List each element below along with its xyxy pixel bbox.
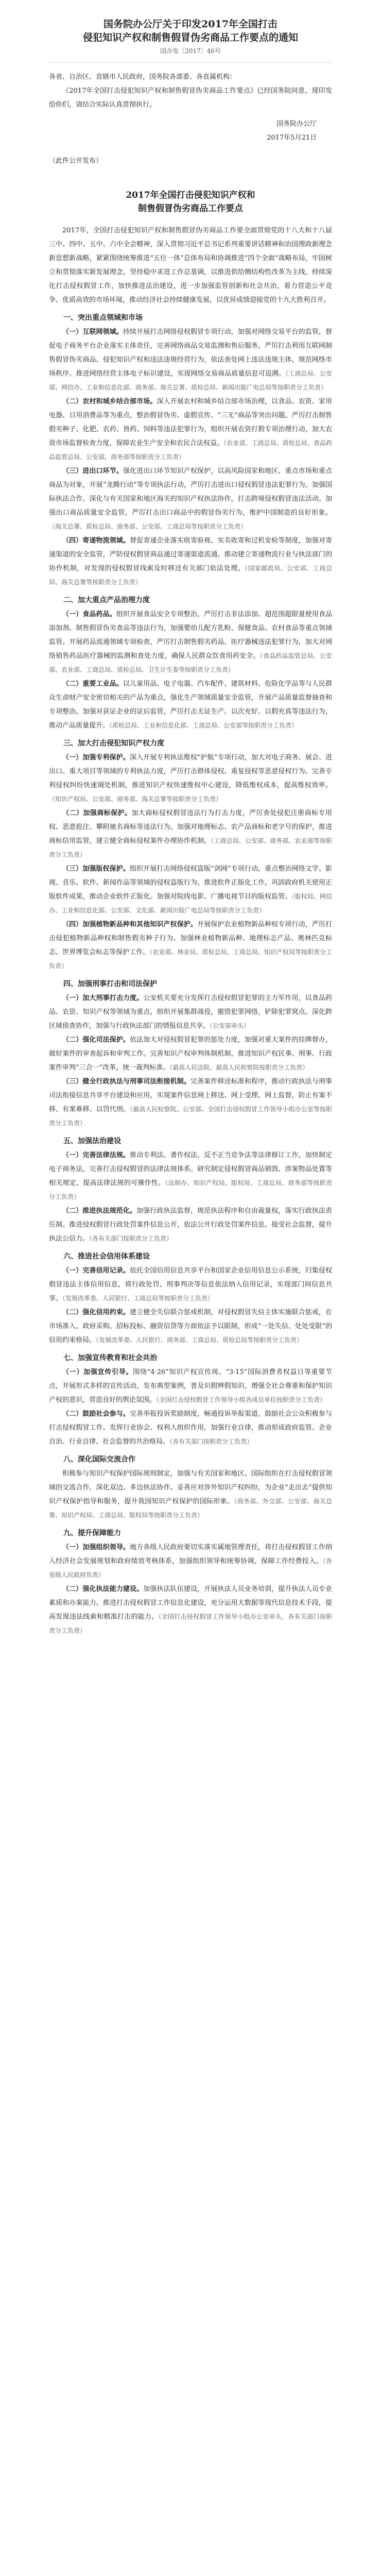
attachment-intro bbox=[49, 224, 332, 307]
paragraph-text: 开展保护农业植物新品种权专项行动，严厉打击侵犯植物新品种权和制售假劣种子行为。加强林业植物新品种、地理标志产品、奥林匹克标志、世界博览会标志等保护工作。 bbox=[49, 921, 332, 956]
paragraph-text: 加大商标侵权假冒违法行为打击力度，严厉查处侵犯注册商标专用权、恶意抢注、攀附驰名商标等违法行为。加强对地理标志、农产品商标和老字号的保护，推进商标信用监管，建立健全商标侵权案件办理协作机制。 bbox=[49, 809, 332, 845]
paragraph-text: 围绕“4·26”知识产权宣传周、“3·15”国际消费者权益日等重要节点，开展形式多样的宣传活动，发布典型案例，普及识假辨假知识，增强全社会尊重和保护知识产权的意识，营造良好的舆论氛围。 bbox=[49, 1368, 332, 1404]
signature-date: 2017年5月21日 bbox=[267, 134, 317, 142]
paragraph-text: 推动专利法、著作权法、反不正当竞争法等法律修订工作，加快制定电子商务法，完善打击侵权假冒的法律法规体系。研究制定侵权假冒商品销毁、涉案物品处置等相关规定，提高法律法规的可操作性。 bbox=[49, 1151, 332, 1187]
paragraph-lead: （一）加强组织领导。 bbox=[62, 1544, 130, 1551]
section-paragraph bbox=[49, 1306, 332, 1347]
responsible-departments: （各有关部门按职责分工负责） bbox=[169, 1438, 253, 1445]
responsible-departments: （工商总局、公安部、网信办、工业和信息化部、商务部、海关总署、质检总局、新闻出版广电总局等按职责分工负责） bbox=[49, 370, 332, 391]
section-heading: 七、加强宣传教育和社会共治 bbox=[63, 1354, 157, 1362]
responsible-departments: （版权局、网信办、工业和信息化部、公安部、文化部、新闻出版广电总局等按职责分工负责） bbox=[49, 893, 332, 914]
paragraph-text: 深入开展专利执法维权“护航”专项行动，加大对电子商务、展会、进出口、重大项目等领域的专利执法力度，严厉打击群体侵权、重复侵权等恶意侵权行为。完善专利侵权纠纷快速调处机制，推进知识产权快速维权中心建设，降低维权成本，提高维权效率。 bbox=[49, 754, 332, 789]
section-paragraph bbox=[49, 534, 332, 589]
section-paragraph bbox=[49, 918, 332, 973]
paragraph-text: 公安机关要充分发挥打击侵权假冒犯罪的主力军作用，以食品药品、农资、知识产权等领域为重点，组织开展集群战役，摧毁犯罪网络，铲除犯罪窝点。深化跨区域侦查协作，加强与行政执法部门的情报信息共享。 bbox=[49, 994, 332, 1030]
responsible-departments: （各有关部门按职责分工负责） bbox=[89, 1235, 173, 1242]
paragraph-text: 以儿童用品、电子电器、汽车配件、建筑材料、危险化学品等与人民群众生命财产安全密切相关的产品为重点，强化生产领域质量安全监管，开展产品质量监督抽查和专项整治。加强对获证企业的证后监管，严厉打击无证生产、以次充好、以假充真等违法行为，推动产品质量提升。 bbox=[49, 680, 332, 730]
section bbox=[49, 1250, 332, 1347]
paragraph-text: 组织开展食品安全专项整治，严厉打击非法添加、超范围超限量使用食品添加剂、制售假冒伪劣食品等违法行为，加强婴幼儿配方乳粉、保健食品、农村食品等重点领域监管。开展药品流通领域专项检查，严厉打击制售假劣药品、医疗器械违法犯罪行为，加大对网络销售药品医疗器械的监测和查处力度，确保人民群众饮食用药安全。 bbox=[49, 611, 332, 660]
section-paragraph bbox=[49, 806, 332, 862]
paragraph-lead: （三）健全行政执法与刑事司法衔接机制。 bbox=[62, 1078, 190, 1086]
public-release-note: （此件公开发布） bbox=[49, 157, 103, 165]
responsible-departments: （农业部、工商总局、质检总局、食品药品监管总局、公安部、商务部等按职责分工负责） bbox=[49, 439, 332, 461]
section-paragraph bbox=[49, 1033, 332, 1075]
responsible-departments: （商务部、外交部、公安部、海关总署、知识产权局、工商总局、版权局等按职责分工负责） bbox=[49, 1498, 332, 1519]
paragraph-lead: （三）进出口环节。 bbox=[62, 467, 123, 475]
attachment-title-line2: 制售假冒伪劣商品工作要点 bbox=[138, 204, 243, 214]
section bbox=[49, 1134, 332, 1246]
responsible-departments: （最高人民检察院、公安部、全国打击侵权假冒工作领导小组办公室等按职责分工负责） bbox=[49, 1106, 332, 1127]
responsible-departments: （公安部牵头） bbox=[210, 1022, 250, 1029]
signature-org: 国务院办公厅 bbox=[276, 120, 317, 128]
section bbox=[49, 977, 332, 1130]
paragraph-lead: （一）食品药品。 bbox=[62, 611, 116, 618]
responsible-departments: （最高人民法院、最高人民检察院按职责分工负责） bbox=[169, 1064, 309, 1071]
section-paragraph bbox=[49, 395, 332, 464]
responsible-departments: （国家邮政局、公安部、工商总局、海关总署等按职责分工负责） bbox=[49, 565, 332, 586]
paragraph-lead: （四）加强植物新品种和其他知识产权保护。 bbox=[62, 921, 198, 928]
section bbox=[49, 594, 332, 733]
paragraph-lead: （三）加强版权保护。 bbox=[62, 865, 130, 873]
responsible-departments: （全国打击侵权假冒工作领导小组办公室牵头，各有关部门按职责分工负责） bbox=[49, 1613, 332, 1634]
attachment-sections bbox=[49, 311, 332, 1638]
intro-paragraph: 2017年，全国打击侵犯知识产权和制售假冒伪劣商品工作要全面贯彻党的十八大和十八届三中、四中、五中、六中全会精神，深入贯彻习近平总书记系列重要讲话精神和治国理政新理念新思想新战略，紧紧围绕统筹推进“五位一体”总体布局和协调推进“四个全面”战略布局，牢固树立和贯彻落实新发展理念，坚持稳中求进工作总基调，以推进供给侧结构性改革为主线，持续深化打击侵权假冒工作，加快推进法治建设，进一步加强监管创新和社会共治，着力营造公平竞争、优质高效的市场环境，推动经济社会持续健康发展，以优异成绩迎接党的十九大胜利召开。 bbox=[49, 227, 332, 304]
section bbox=[49, 737, 332, 973]
section-paragraph bbox=[49, 1467, 332, 1522]
responsible-departments: （发展改革委、人民银行、商务部、工商总局、质检总局等按职责分工负责） bbox=[96, 1336, 303, 1344]
responsible-departments: （质检总局、工业和信息化部、工商总局、公安部等按职责分工负责） bbox=[109, 722, 298, 729]
section bbox=[49, 1351, 332, 1449]
responsible-departments: （发展改革委、人民银行、工商总局等按职责分工负责） bbox=[62, 1295, 214, 1302]
paragraph-lead: （二）农村和城乡结合部市场。 bbox=[62, 398, 157, 405]
paragraph-text: 强化进出口环节知识产权保护，以高风险国家和地区、重点市场和重点商品为对象，开展“龙腾行动”等专项执法行动，严厉打击进出口侵权假冒违法犯罪行为。加强国际执法合作，深化与有关国家和地区海关的知识产权执法协作，打击跨境侵权假冒违法活动。加强出口商品质量安全监管，严厉打击出口商品中的假冒伪劣行为，维护中国制造的良好形象。 bbox=[49, 467, 332, 517]
paragraph-lead: （一）互联网领域。 bbox=[62, 328, 123, 336]
section bbox=[49, 1527, 332, 1638]
paragraph-text: 持续开展打击网络侵权假冒专项行动，加强对网络交易平台的监管，督促电子商务平台企业落实主体责任，完善网络商品交易监测和售后服务，严厉打击利用互联网制售假冒伪劣商品、侵犯知识产权和违法违规经营行为，依法查处网上违法违规主体，规范网络市场秩序。推进网络经营主体电子标识建设，实现网络交易商品质量信息可追溯。 bbox=[49, 328, 332, 378]
responsible-departments: （海关总署、质检总局、商务部、公安部、工商总局等按职责分工负责） bbox=[49, 523, 247, 530]
signature-block bbox=[49, 117, 332, 145]
paragraph-lead: （二）推进执法规范化。 bbox=[62, 1207, 137, 1215]
paragraph-lead: （二）鼓励社会参与。 bbox=[62, 1410, 130, 1418]
section-heading: 九、提升保障能力 bbox=[63, 1529, 121, 1537]
paragraph-text: 完善案件移送标准和程序，推动行政执法与刑事司法衔接信息共享平台建设和应用，实现案件信息网上移送、网上受理、网上监督，防止有案不移、有案难移、以罚代刑。 bbox=[49, 1078, 332, 1113]
section-paragraph bbox=[49, 677, 332, 733]
paragraph-lead: （二）重要工业品。 bbox=[62, 680, 123, 688]
section-heading: 六、推进社会信用体系建设 bbox=[63, 1252, 150, 1261]
section-paragraph bbox=[49, 325, 332, 395]
notice-title bbox=[49, 18, 332, 44]
section-paragraph bbox=[49, 1540, 332, 1582]
paragraph-text: 深入开展农村和城乡结合部市场治理，以食品、农资、家用电器、日用消费品等为重点，整治假冒伪劣、虚假宣传、“三无”商品等突出问题。严厉打击制售假劣种子、化肥、农药、兽药、饲料等违法犯罪行为，组织开展农资打假专项治理行动，加大农资市场监督检查力度，保障农业生产安全和农民合法权益。 bbox=[49, 398, 332, 447]
responsible-departments: （食品药品监管总局、公安部、农业部、工商总局、质检总局、卫生计生委等按职责分工负责） bbox=[49, 652, 332, 673]
responsible-departments: （全国打击侵权假冒工作领导小组各成员单位按职责分工负责） bbox=[156, 1396, 326, 1403]
paragraph-lead: （二）强化司法保护。 bbox=[62, 1036, 130, 1044]
section-paragraph bbox=[49, 991, 332, 1033]
responsible-departments: （各省级人民政府负责） bbox=[49, 1557, 332, 1579]
paragraph-lead: （二）强化执法能力建设。 bbox=[62, 1585, 144, 1593]
responsible-departments: （法制办、知识产权局、版权局、工商总局、商务部等按职责分工负责） bbox=[49, 1179, 332, 1200]
salutation: 各省、自治区、直辖市人民政府，国务院各部委、各直属机构： bbox=[49, 73, 237, 81]
responsible-departments: （农业部、林业局、质检总局、工商总局、知识产权局等按职责分工负责） bbox=[49, 948, 332, 970]
paragraph-text: 督促寄递企业落实收寄验视、实名收寄和过机安检等制度，加强对寄递渠道的安全监管，严防侵权假冒商品通过寄递渠道流通。推动建立寄递物流行业与执法部门的协作机制，对发现的侵权假冒线索及时移送有关部门依法处理。 bbox=[49, 537, 332, 572]
section-paragraph bbox=[49, 607, 332, 677]
paragraph-text: 组织开展打击网络侵权盗版“剑网”专项行动，重点整治网络文学、影视、音乐、软件、新闻作品等领域的侵权盗版行为。推进软件正版化工作，巩固政府机关使用正版软件成果，推动企业软件正版化。加强对院线电影、广播电视节目的版权监管。 bbox=[49, 865, 332, 901]
section-paragraph bbox=[49, 1204, 332, 1246]
responsible-departments: （知识产权局、公安部、商务部、海关总署等按职责分工负责） bbox=[49, 795, 222, 803]
paragraph-lead: （一）加大刑事打击力度。 bbox=[62, 994, 144, 1002]
section-paragraph bbox=[49, 862, 332, 918]
paragraph-lead: （二）加强商标保护。 bbox=[62, 809, 132, 817]
paragraph-lead: （二）强化信用约束。 bbox=[62, 1309, 130, 1316]
paragraph-text: 加强行政执法监督，规范执法程序和自由裁量权，落实行政执法责任制。推进侵权假冒行政处罚案件信息公开，依法公开行政处罚案件信息，接受社会监督，提升执法公信力。 bbox=[49, 1207, 332, 1243]
section-paragraph bbox=[49, 1148, 332, 1204]
paragraph-text: 依法加大对侵权假冒犯罪的惩处力度，加强对重大案件的挂牌督办，做好案件的审查起诉和审判工作。完善知识产权审判体制机制，推进知识产权民事、刑事、行政案件审判“三合一”改革，统一裁判标准。 bbox=[49, 1036, 332, 1072]
paragraph-text: 加强执法队伍建设，开展执法人员业务培训，提升执法人员专业素质和办案能力。推进打击侵权假冒工作信息化建设，充分运用大数据等现代信息技术手段，提高发现违法线索和精准打击的能力。 bbox=[49, 1585, 332, 1621]
attachment-title bbox=[49, 189, 332, 215]
paragraph-lead: （一）加强宣传引导。 bbox=[62, 1368, 133, 1376]
section-paragraph bbox=[49, 1365, 332, 1407]
paragraph-lead: （四）寄递物流领域。 bbox=[62, 537, 130, 545]
section bbox=[49, 311, 332, 589]
section-heading: 八、深化国际交流合作 bbox=[63, 1455, 135, 1464]
paragraph-lead: （一）完善法律法规。 bbox=[62, 1151, 130, 1159]
section-heading: 一、突出重点领域和市场 bbox=[63, 314, 143, 322]
document-number: 国办发〔2017〕46号 bbox=[160, 47, 221, 55]
paragraph-lead: （一）完善信用记录。 bbox=[62, 1267, 130, 1275]
paragraph-lead: （一）加强专利保护。 bbox=[62, 754, 130, 761]
notice-title-line2: 侵犯知识产权和制售假冒伪劣商品工作要点的通知 bbox=[82, 32, 298, 43]
section-heading: 二、加大重点产品治理力度 bbox=[63, 596, 150, 604]
section-paragraph bbox=[49, 751, 332, 806]
section-heading: 三、加大打击侵犯知识产权力度 bbox=[63, 739, 164, 748]
notice-title-line1: 国务院办公厅关于印发2017年全国打击 bbox=[103, 19, 278, 30]
section-paragraph bbox=[49, 1407, 332, 1449]
section-paragraph bbox=[49, 1264, 332, 1306]
paragraph-text: 地方各级人民政府要切实落实属地管理责任，将打击侵权假冒工作纳入经济社会发展规划和政府绩效考核体系，加强组织领导和统筹协调，保障工作经费投入。 bbox=[49, 1544, 332, 1565]
notice-body: 《2017年全国打击侵犯知识产权和制售假冒伪劣商品工作要点》已经国务院同意，现印发给你们，请结合实际认真贯彻执行。 bbox=[49, 87, 332, 109]
section-heading: 四、加强刑事打击和司法保护 bbox=[63, 980, 157, 988]
attachment-title-line1: 2017年全国打击侵犯知识产权和 bbox=[126, 190, 255, 200]
paragraph-text: 完善举报投诉奖励制度，畅通投诉举报渠道，鼓励社会公众积极参与打击侵权假冒工作。发挥行业协会、权利人组织作用，加强行业自律，推动形成政府监管、企业自治、行业自律、社会监督的共治格局。 bbox=[49, 1410, 332, 1446]
paragraph-text: 依托全国信用信息共享平台和国家企业信用信息公示系统，归集侵权假冒违法主体信用信息，将行政处罚、刑事判决等信息依法纳入信用记录，实现部门间信息共享。 bbox=[49, 1267, 332, 1302]
section-paragraph bbox=[49, 464, 332, 534]
section-paragraph bbox=[49, 1582, 332, 1638]
divider bbox=[49, 62, 332, 63]
section-heading: 五、加强法治建设 bbox=[63, 1137, 121, 1145]
paragraph-text: 积极参与知识产权保护国际规则制定，加强与有关国家和地区、国际组织在打击侵权假冒领域的交流合作，深化双边、多边执法协作。妥善应对涉外知识产权纠纷，为企业“走出去”提供知识产权保护指导和服务，提升我国知识产权保护的国际形象。 bbox=[49, 1470, 332, 1505]
section bbox=[49, 1453, 332, 1522]
paragraph-text: 建立健全失信联合惩戒机制，对侵权假冒失信主体实施联合惩戒，在市场准入、政府采购、招标投标、融资信贷等方面依法予以限制，形成“一处失信、处处受限”的信用约束格局。 bbox=[49, 1309, 332, 1344]
responsible-departments: （工商总局、公安部、商务部、农业部等按职责分工负责） bbox=[49, 837, 332, 858]
section-paragraph bbox=[49, 1075, 332, 1130]
